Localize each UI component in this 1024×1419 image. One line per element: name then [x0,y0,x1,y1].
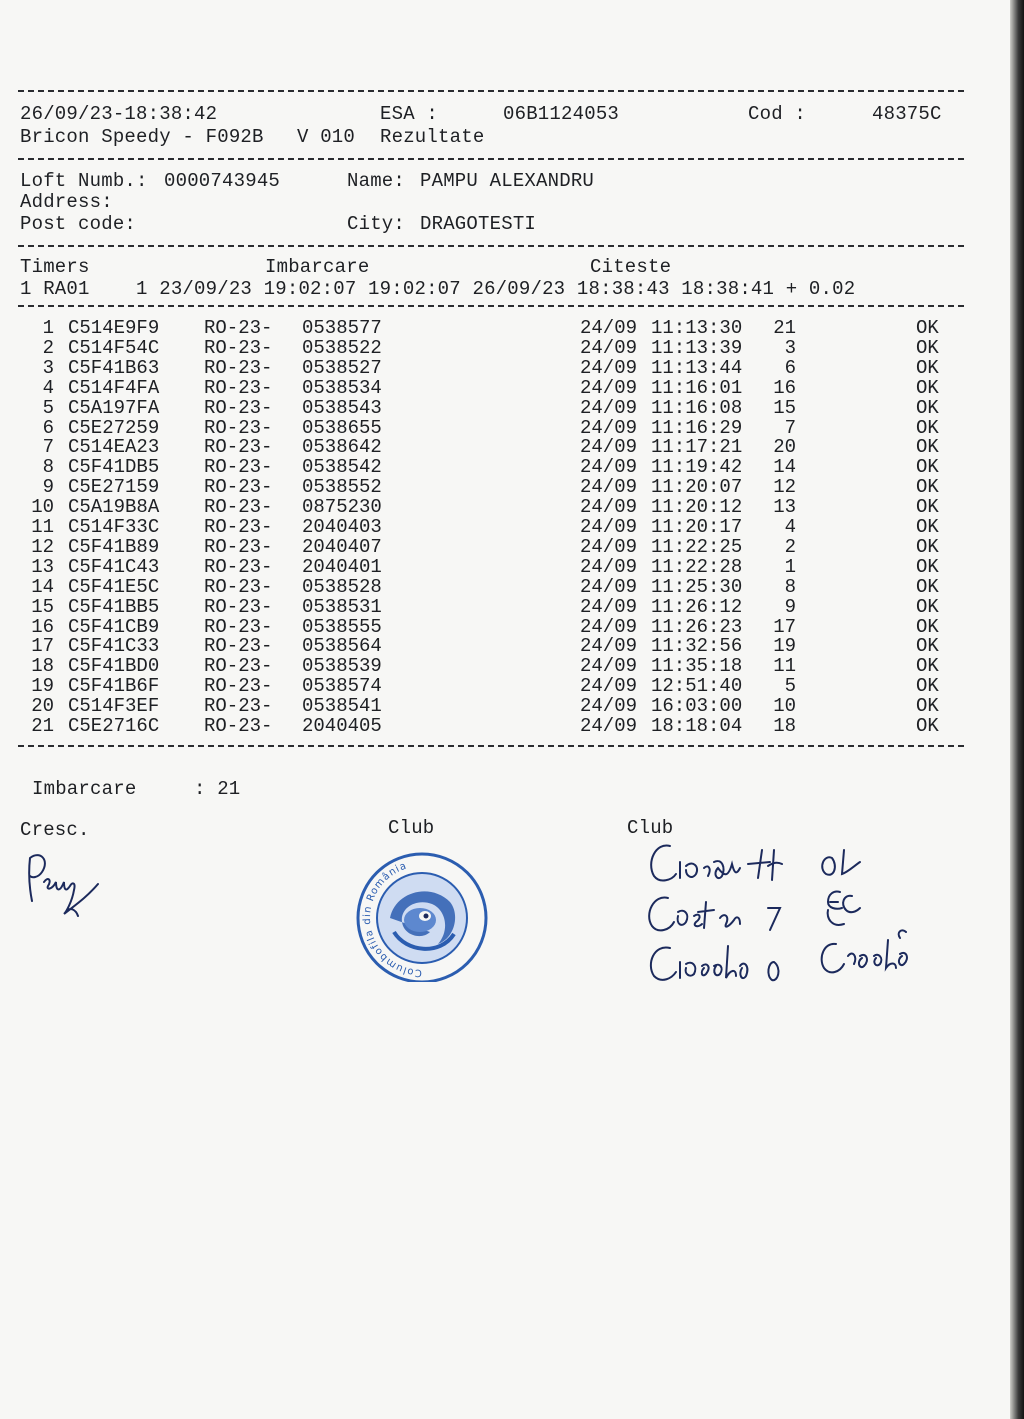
ring-prefix: RO-23- [204,456,273,479]
row-number: 10 [31,496,54,519]
ring-number: 2040405 [302,715,382,737]
ring-prefix: RO-23- [204,476,273,499]
arrival-time: 11:13:44 [651,356,743,379]
club-stamp [350,852,495,982]
cresc-label: Cresc. [20,819,90,841]
arrival-date: 24/09 [580,336,638,359]
status-ok: OK [916,715,939,737]
position: 6 [784,356,796,379]
status-ok: OK [916,595,939,618]
ring-prefix: RO-23- [204,516,273,538]
ring-prefix: RO-23- [204,496,273,519]
arrival-time: 11:16:29 [651,416,743,439]
arrival-date: 24/09 [580,416,638,439]
ring-number: 0538543 [302,396,382,419]
ring-prefix: RO-23- [204,317,273,339]
position: 5 [784,675,796,698]
row-number: 6 [42,416,54,439]
arrival-time: 11:32:56 [651,635,743,658]
chip-id: C5E27259 [68,416,160,439]
ring-number: 2040401 [302,555,382,578]
timer-line: 1 RA01 1 23/09/23 19:02:07 19:02:07 26/09/23 18:38:43 18:38:41 + 0.02 [20,278,856,300]
ring-number: 0538531 [302,595,382,618]
arrival-date: 24/09 [580,516,638,538]
arrival-date: 24/09 [580,356,638,379]
chip-id: C5F41CB9 [68,615,160,638]
status-ok: OK [916,575,939,598]
arrival-time: 11:19:42 [651,456,743,479]
status-ok: OK [916,376,939,399]
row-number: 19 [31,675,54,698]
citeste-header: Citeste [590,256,672,278]
arrival-time: 12:51:40 [651,675,743,698]
ring-number: 0538555 [302,615,382,638]
print-datetime: 26/09/23-18:38:42 [20,103,218,125]
chip-id: C514F3EF [68,695,160,718]
position: 14 [773,456,796,479]
arrival-date: 24/09 [580,675,638,698]
arrival-date: 24/09 [580,635,638,658]
position: 16 [773,376,796,399]
city-label: City: [347,213,406,235]
status-ok: OK [916,416,939,439]
status-ok: OK [916,476,939,499]
cod-label: Cod : [748,103,807,125]
ring-number: 0875230 [302,496,382,519]
stamp-text: Columbofila din România [361,860,423,979]
imbarcare-total-label: Imbarcare [32,778,137,800]
status-ok: OK [916,317,939,339]
chip-id: C5F41B63 [68,356,160,379]
arrival-time: 11:20:17 [651,516,743,538]
arrival-date: 24/09 [580,655,638,678]
row-number: 15 [31,595,54,618]
row-number: 20 [31,695,54,718]
status-ok: OK [916,615,939,638]
status-ok: OK [916,655,939,678]
arrival-time: 18:18:04 [651,715,743,737]
arrival-date: 24/09 [580,715,638,737]
ring-number: 2040403 [302,516,382,538]
club-handwritten-notes [640,832,930,992]
row-number: 1 [42,317,54,339]
ring-prefix: RO-23- [204,615,273,638]
row-number: 7 [42,436,54,459]
chip-id: C514EA23 [68,436,160,459]
row-number: 9 [42,476,54,499]
position: 11 [773,655,796,678]
row-number: 17 [31,635,54,658]
arrival-time: 11:22:25 [651,535,743,558]
position: 3 [784,336,796,359]
chip-id: C5F41B6F [68,675,160,698]
status-ok: OK [916,516,939,538]
arrival-time: 16:03:00 [651,695,743,718]
ring-prefix: RO-23- [204,555,273,578]
position: 19 [773,635,796,658]
divider [18,745,964,747]
arrival-date: 24/09 [580,456,638,479]
esa-value: 06B1124053 [503,103,620,125]
arrival-time: 11:25:30 [651,575,743,598]
row-number: 4 [42,376,54,399]
position: 4 [784,516,796,538]
ring-number: 2040407 [302,535,382,558]
ring-prefix: RO-23- [204,595,273,618]
row-number: 18 [31,655,54,678]
status-ok: OK [916,456,939,479]
arrival-date: 24/09 [580,436,638,459]
status-ok: OK [916,356,939,379]
device-version: V 010 [297,126,356,148]
status-ok: OK [916,555,939,578]
imbarcare-header: Imbarcare [265,256,370,278]
ring-prefix: RO-23- [204,635,273,658]
arrival-time: 11:20:07 [651,476,743,499]
row-number: 3 [42,356,54,379]
row-number: 16 [31,615,54,638]
position: 10 [773,695,796,718]
row-number: 12 [31,535,54,558]
row-number: 14 [31,575,54,598]
arrival-time: 11:20:12 [651,496,743,519]
position: 7 [784,416,796,439]
chip-id: C5F41E5C [68,575,160,598]
ring-prefix: RO-23- [204,695,273,718]
address-label: Address: [20,191,113,213]
postcode-label: Post code: [20,213,137,235]
ring-number: 0538642 [302,436,382,459]
chip-id: C5F41BD0 [68,655,160,678]
ring-number: 0538527 [302,356,382,379]
ring-number: 0538539 [302,655,382,678]
chip-id: C5A19B8A [68,496,160,519]
report-title: Rezultate [380,126,485,148]
arrival-time: 11:35:18 [651,655,743,678]
divider [18,90,964,92]
arrival-time: 11:13:39 [651,336,743,359]
city-value: DRAGOTESTI [420,213,537,235]
arrival-date: 24/09 [580,595,638,618]
paper-edge-shadow [1010,0,1024,1419]
chip-id: C5A197FA [68,396,160,419]
row-number: 13 [31,555,54,578]
position: 21 [773,317,796,339]
ring-number: 0538577 [302,317,382,339]
ring-prefix: RO-23- [204,376,273,399]
position: 9 [784,595,796,618]
position: 1 [784,555,796,578]
status-ok: OK [916,695,939,718]
ring-prefix: RO-23- [204,675,273,698]
ring-prefix: RO-23- [204,436,273,459]
arrival-date: 24/09 [580,535,638,558]
ring-prefix: RO-23- [204,416,273,439]
divider [18,305,964,307]
ring-prefix: RO-23- [204,336,273,359]
ring-number: 0538522 [302,336,382,359]
arrival-time: 11:26:23 [651,615,743,638]
position: 17 [773,615,796,638]
row-number: 8 [42,456,54,479]
chip-id: C5F41BB5 [68,595,160,618]
status-ok: OK [916,535,939,558]
chip-id: C514F54C [68,336,160,359]
arrival-date: 24/09 [580,575,638,598]
arrival-date: 24/09 [580,317,638,339]
ring-number: 0538542 [302,456,382,479]
status-ok: OK [916,675,939,698]
club-label-2: Club [627,817,674,839]
loft-label: Loft Numb.: [20,170,148,192]
ring-number: 0538534 [302,376,382,399]
ring-prefix: RO-23- [204,715,273,737]
ring-prefix: RO-23- [204,356,273,379]
imbarcare-total-value: : 21 [194,778,241,800]
ring-number: 0538564 [302,635,382,658]
chip-id: C5F41B89 [68,535,160,558]
club-label-1: Club [388,817,435,839]
divider [18,245,964,247]
timers-label: Timers [20,256,90,278]
ring-prefix: RO-23- [204,535,273,558]
ring-number: 0538655 [302,416,382,439]
position: 18 [773,715,796,737]
chip-id: C5F41DB5 [68,456,160,479]
arrival-date: 24/09 [580,476,638,499]
loft-number: 0000743945 [164,170,281,192]
ring-number: 0538541 [302,695,382,718]
row-number: 2 [42,336,54,359]
status-ok: OK [916,396,939,419]
chip-id: C5E27159 [68,476,160,499]
chip-id: C514F4FA [68,376,160,399]
ring-prefix: RO-23- [204,655,273,678]
ring-number: 0538552 [302,476,382,499]
breeder-signature [22,846,112,921]
arrival-date: 24/09 [580,496,638,519]
chip-id: C5F41C33 [68,635,160,658]
arrival-time: 11:16:01 [651,376,743,399]
row-number: 11 [31,516,54,538]
chip-id: C5F41C43 [68,555,160,578]
arrival-date: 24/09 [580,396,638,419]
ring-prefix: RO-23- [204,396,273,419]
status-ok: OK [916,635,939,658]
position: 20 [773,436,796,459]
row-number: 5 [42,396,54,419]
ring-prefix: RO-23- [204,575,273,598]
ring-number: 0538528 [302,575,382,598]
device-name: Bricon Speedy - F092B [20,126,264,148]
name-label: Name: [347,170,406,192]
arrival-time: 11:26:12 [651,595,743,618]
chip-id: C514F33C [68,516,160,538]
position: 12 [773,476,796,499]
arrival-date: 24/09 [580,695,638,718]
arrival-date: 24/09 [580,555,638,578]
ring-number: 0538574 [302,675,382,698]
chip-id: C514E9F9 [68,317,160,339]
position: 13 [773,496,796,519]
row-number: 21 [31,715,54,737]
status-ok: OK [916,436,939,459]
position: 2 [784,535,796,558]
arrival-time: 11:22:28 [651,555,743,578]
arrival-time: 11:13:30 [651,317,743,339]
chip-id: C5E2716C [68,715,160,737]
arrival-date: 24/09 [580,615,638,638]
arrival-time: 11:17:21 [651,436,743,459]
cod-value: 48375C [872,103,942,125]
arrival-date: 24/09 [580,376,638,399]
fancier-name: PAMPU ALEXANDRU [420,170,595,192]
position: 8 [784,575,796,598]
esa-label: ESA : [380,103,439,125]
status-ok: OK [916,496,939,519]
divider [18,158,964,160]
status-ok: OK [916,336,939,359]
position: 15 [773,396,796,419]
arrival-time: 11:16:08 [651,396,743,419]
